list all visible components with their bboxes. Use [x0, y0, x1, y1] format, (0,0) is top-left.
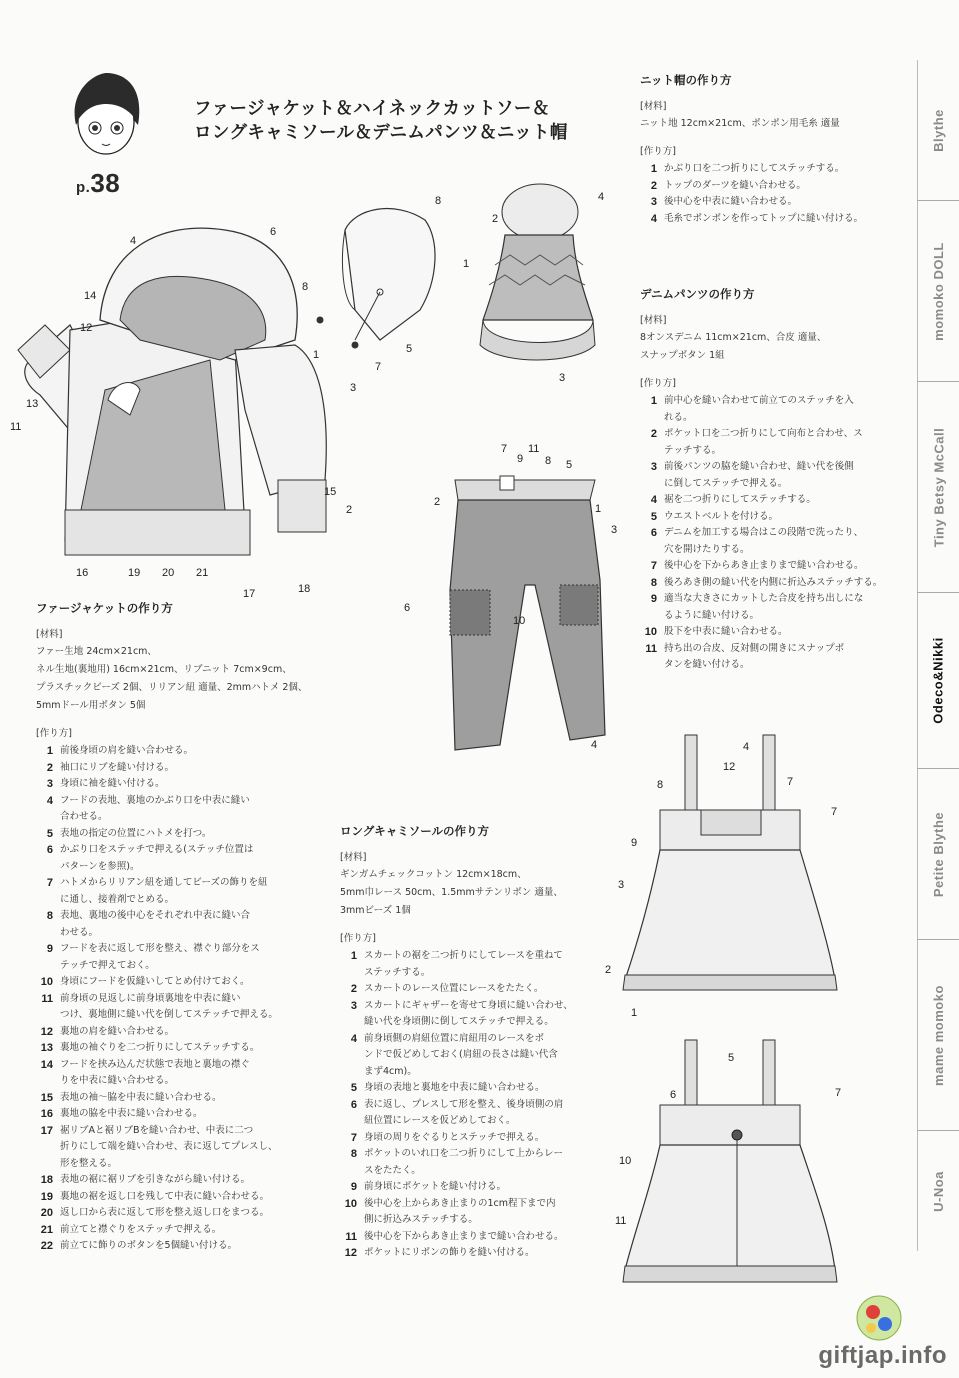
denim-materials-label: [材料] — [640, 315, 667, 326]
step-number: 9 — [46, 943, 53, 955]
tab-tiny-betsy-mccall[interactable] — [917, 382, 959, 592]
step-text: 表地、裏地の後中心をそれぞれ中表に縫い合 わせる。 — [60, 910, 251, 938]
svg-text:6: 6 — [670, 1089, 677, 1101]
svg-text:6: 6 — [270, 226, 277, 238]
step-number: 8 — [46, 910, 53, 922]
step-number: 3 — [650, 196, 657, 208]
material-line: 5mm巾レース 50cm、1.5mmサテンリボン 適量、 — [340, 887, 563, 898]
step-text: 前後パンツの脇を縫い合わせ、縫い代を後側 に倒してステッチで押える。 — [664, 461, 854, 489]
fur-jacket-steps — [36, 743, 326, 1255]
step-text: ハトメからリリアン紐を通してビーズの飾りを紐 に通し、接着剤でとめる。 — [60, 877, 268, 905]
step-text: 後中心を下からあき止まりまで縫い合わせる。 — [664, 560, 864, 571]
camisole-back-illustration — [615, 1040, 840, 1305]
instruction-step — [640, 459, 890, 492]
svg-text:7: 7 — [835, 1087, 842, 1099]
svg-text:16: 16 — [76, 567, 89, 579]
tab-momoko-doll[interactable] — [917, 201, 959, 381]
step-text: 裏地の肩を縫い合わせる。 — [60, 1025, 175, 1037]
step-text: 返し口から表に返して形を整え返し口をまつる。 — [60, 1207, 270, 1218]
step-text: 身頃の表地と裏地を中表に縫い合わせる。 — [364, 1082, 545, 1093]
svg-text:8: 8 — [302, 281, 309, 293]
step-text: 表地の裾に裾リブを引きながら縫い付ける。 — [60, 1174, 251, 1185]
step-number: 7 — [650, 560, 657, 572]
step-number: 17 — [40, 1124, 53, 1137]
camisole-section — [340, 823, 610, 1262]
tab-label: Petite Blythe — [931, 811, 946, 897]
svg-text:8: 8 — [435, 195, 442, 207]
step-number: 16 — [40, 1108, 53, 1120]
svg-text:5: 5 — [728, 1052, 735, 1064]
watermark-site: giftjap.info — [818, 1342, 947, 1369]
step-number: 1 — [350, 950, 357, 962]
tab-label: mame momoko — [931, 984, 946, 1086]
step-number: 4 — [650, 494, 657, 506]
step-text: 身頃の周りをぐるりとステッチで押える。 — [364, 1131, 545, 1143]
instruction-step — [36, 1222, 326, 1239]
step-text: 前身頃にポケットを縫い付ける。 — [364, 1181, 507, 1192]
knit-hat-illustration — [455, 180, 615, 385]
svg-text:12: 12 — [723, 761, 736, 773]
step-text: かぶり口を二つ折りにしてステッチする。 — [664, 163, 845, 174]
step-text: 後中心を上からあき止まりの1cm程下まで内 側に折込みステッチする。 — [364, 1197, 556, 1225]
fur-jacket-materials-label: [材料] — [36, 629, 63, 640]
tab-label: Odeco&Nikki — [931, 637, 947, 724]
knit-hat-section — [640, 72, 890, 227]
step-number: 4 — [350, 1032, 357, 1045]
step-text: スカートにギャザーを寄せて身頃に縫い合わせ、 縫い代を身頃側に倒してステッチで押える。 — [364, 999, 573, 1027]
camisole-materials-label: [材料] — [340, 852, 367, 863]
step-number: 15 — [40, 1091, 53, 1104]
step-number: 20 — [40, 1207, 53, 1219]
material-line: プラスチックビーズ 2個、リリアン紐 適量、2mmハトメ 2個、 — [36, 682, 308, 693]
svg-text:9: 9 — [631, 837, 638, 849]
step-text: 身頃に袖を縫い付ける。 — [60, 778, 165, 789]
page-number — [76, 168, 120, 199]
denim-materials — [640, 329, 890, 365]
svg-text:8: 8 — [657, 779, 664, 791]
svg-text:13: 13 — [26, 398, 39, 410]
svg-text:14: 14 — [84, 290, 97, 302]
svg-text:6: 6 — [404, 602, 411, 614]
svg-text:5: 5 — [406, 343, 413, 355]
step-number: 2 — [46, 761, 53, 774]
step-number: 5 — [350, 1082, 357, 1094]
step-text: 裏地の脇を中表に縫い合わせる。 — [60, 1108, 203, 1119]
svg-text:1: 1 — [595, 503, 602, 515]
svg-text:7: 7 — [831, 806, 838, 818]
step-number: 2 — [650, 428, 657, 440]
step-number: 11 — [41, 992, 53, 1005]
instruction-step — [36, 875, 326, 908]
step-text: フードを挟み込んだ状態で表地と裏地の襟ぐ りを中表に縫い合わせる。 — [60, 1058, 250, 1086]
svg-text:8: 8 — [545, 455, 552, 467]
denim-section — [640, 286, 890, 674]
step-number: 12 — [344, 1247, 357, 1259]
step-text: 後中心を下からあき止まりまで縫い合わせる。 — [364, 1230, 564, 1242]
step-text: 裾を二つ折りにしてステッチする。 — [664, 494, 816, 505]
step-number: 6 — [46, 844, 53, 856]
step-number: 14 — [40, 1058, 53, 1071]
tab-u-noa[interactable] — [917, 1131, 959, 1251]
step-number: 11 — [645, 642, 657, 655]
step-text: スカートの裾を二つ折りにしてレースを重ねて ステッチする。 — [364, 950, 563, 978]
material-line: 3mmビーズ 1個 — [340, 905, 411, 916]
instruction-step — [36, 1189, 326, 1206]
step-text: 身頃にフードを仮縫いしてとめ付けておく。 — [60, 976, 250, 987]
material-line: ニット地 12cm×21cm、ポンポン用毛糸 適量 — [640, 118, 840, 129]
instruction-step — [640, 393, 890, 426]
step-number: 6 — [350, 1098, 357, 1111]
step-text: 袖口にリブを縫い付ける。 — [60, 761, 175, 773]
instruction-step — [36, 1238, 326, 1255]
step-number: 2 — [650, 179, 657, 192]
svg-text:4: 4 — [598, 191, 605, 203]
step-number: 12 — [40, 1025, 53, 1038]
instruction-step — [640, 211, 890, 228]
step-number: 19 — [40, 1190, 53, 1203]
svg-text:21: 21 — [196, 567, 209, 579]
instruction-step — [640, 525, 890, 558]
tab-mame-momoko[interactable] — [917, 940, 959, 1130]
instruction-step — [36, 991, 326, 1024]
diy-club-logo-icon — [837, 1260, 947, 1350]
step-number: 1 — [650, 163, 657, 175]
knit-hat-title: ニット帽の作り方 — [640, 73, 732, 87]
svg-text:3: 3 — [611, 524, 618, 536]
denim-pants-illustration — [400, 440, 625, 750]
svg-text:3: 3 — [350, 382, 357, 394]
material-line: ファー生地 24cm×21cm、 — [36, 646, 157, 657]
step-text: 裏地の裾を返し口を残して中表に縫い合わせる。 — [60, 1190, 270, 1202]
step-number: 3 — [650, 461, 657, 473]
instruction-step — [640, 194, 890, 211]
instruction-step — [36, 941, 326, 974]
step-text: 後ろあき側の縫い代を内側に折込みステッチする。 — [664, 576, 883, 588]
svg-text:10: 10 — [619, 1155, 632, 1167]
step-text: ポケット口を二つ折りにして向布と合わせ、ス テッチする。 — [664, 428, 863, 456]
step-number: 8 — [650, 576, 657, 589]
step-text: 前身頃側の肩紐位置に肩紐用のレースをボ ンドで仮どめしておく(肩紐の長さは縫い代含 まず4cm)。 — [364, 1032, 558, 1077]
svg-text:4: 4 — [591, 739, 598, 751]
instruction-step — [640, 509, 890, 526]
doll-head-icon — [66, 70, 146, 160]
instruction-step — [36, 842, 326, 875]
svg-text:2: 2 — [434, 496, 441, 508]
svg-text:1: 1 — [463, 258, 470, 270]
instruction-step — [36, 1057, 326, 1090]
svg-text:20: 20 — [162, 567, 175, 579]
svg-text:2: 2 — [492, 213, 499, 225]
instruction-step — [340, 948, 610, 981]
step-number: 11 — [345, 1230, 357, 1243]
step-text: 適当な大きさにカットした合皮を持ち出しにな るように縫い付ける。 — [664, 593, 864, 621]
material-line: スナップボタン 1組 — [640, 350, 725, 361]
instruction-step — [36, 1205, 326, 1222]
instruction-step — [640, 641, 890, 674]
step-text: ウエストベルトを付ける。 — [664, 510, 779, 522]
step-text: フードの表地、裏地のかぶり口を中表に縫い 合わせる。 — [60, 794, 250, 822]
svg-text:17: 17 — [243, 588, 256, 600]
step-text: 毛糸でボンボンを作ってトップに縫い付ける。 — [664, 212, 864, 224]
tab-label: Tiny Betsy McCall — [931, 427, 946, 547]
fur-jacket-method-label: [作り方] — [36, 728, 72, 739]
svg-text:11: 11 — [615, 1215, 627, 1227]
page-prefix: p. — [76, 179, 91, 196]
fur-jacket-title: ファージャケットの作り方 — [36, 601, 173, 615]
tab-label: Blythe — [931, 108, 947, 152]
denim-steps — [640, 393, 890, 674]
step-text: かぶり口をステッチで押える(ステッチ位置は パターンを参照)。 — [60, 844, 254, 872]
instruction-step — [36, 1106, 326, 1123]
step-number: 18 — [40, 1174, 53, 1186]
tab-label: momoko DOLL — [931, 241, 947, 341]
instruction-step — [640, 558, 890, 575]
denim-method-label: [作り方] — [640, 378, 676, 389]
svg-text:12: 12 — [80, 322, 93, 334]
svg-text:11: 11 — [10, 421, 22, 433]
svg-text:3: 3 — [559, 372, 566, 384]
instruction-step — [340, 1130, 610, 1147]
instruction-step — [340, 1245, 610, 1262]
svg-text:2: 2 — [346, 504, 353, 516]
hood-illustration — [300, 190, 470, 375]
step-number: 22 — [40, 1240, 53, 1252]
material-line: 5mmドール用ボタン 5個 — [36, 700, 146, 711]
svg-text:5: 5 — [566, 459, 573, 471]
knit-hat-materials-label: [材料] — [640, 101, 667, 112]
instruction-step — [640, 161, 890, 178]
instruction-step — [640, 178, 890, 195]
material-line: ギンガムチェックコットン 12cm×18cm、 — [340, 869, 527, 880]
instruction-step — [36, 1123, 326, 1173]
step-text: 前中心を縫い合わせて前立てのステッチを入 れる。 — [664, 395, 854, 423]
camisole-title: ロングキャミソールの作り方 — [340, 824, 490, 838]
camisole-steps — [340, 948, 610, 1262]
step-text: 股下を中表に縫い合わせる。 — [664, 626, 788, 637]
knit-hat-materials — [640, 115, 890, 133]
step-number: 8 — [350, 1148, 357, 1160]
instruction-step — [340, 1031, 610, 1081]
step-text: ポケットのいれ口を二つ折りにして上からレー スをたたく。 — [364, 1148, 564, 1176]
step-number: 6 — [650, 527, 657, 539]
svg-text:4: 4 — [130, 235, 137, 247]
step-text: トップのダーツを縫い合わせる。 — [664, 179, 806, 191]
step-number: 10 — [344, 1197, 357, 1210]
svg-text:19: 19 — [128, 567, 141, 579]
step-text: 表に返し、プレスして形を整え、後身頃側の肩 紐位置にレースを仮どめしておく。 — [364, 1098, 564, 1126]
denim-title: デニムパンツの作り方 — [640, 287, 755, 301]
instruction-step — [640, 624, 890, 641]
step-text: 前身頃の見返しに前身頃裏地を中表に縫い つけ、裏地側に縫い代を倒してステッチで押える。 — [60, 992, 278, 1020]
instruction-step — [36, 760, 326, 777]
tab-label: U-Noa — [931, 1170, 946, 1212]
step-text: 前立てと襟ぐりをステッチで押える。 — [60, 1223, 222, 1235]
instruction-step — [340, 1146, 610, 1179]
step-number: 10 — [644, 626, 657, 638]
instruction-step — [340, 981, 610, 998]
svg-text:2: 2 — [605, 964, 612, 976]
svg-text:18: 18 — [298, 583, 311, 595]
instruction-step — [36, 908, 326, 941]
step-text: デニムを加工する場合はこの段階で洗ったり、 穴を開けたりする。 — [664, 527, 864, 555]
step-number: 1 — [650, 395, 657, 407]
instruction-step — [36, 826, 326, 843]
step-text: 持ち出の合皮、反対側の開きにスナップボ タンを縫い付ける。 — [664, 642, 845, 670]
step-text: 表地の袖〜脇を中表に縫い合わせる。 — [60, 1091, 222, 1103]
page-title-line1: ファージャケット＆ハイネックカットソー＆ — [194, 99, 550, 119]
svg-text:3: 3 — [618, 879, 625, 891]
instruction-step — [36, 974, 326, 991]
svg-text:11: 11 — [528, 443, 540, 455]
step-number: 10 — [40, 976, 53, 988]
instruction-step — [36, 743, 326, 760]
tab-petite-blythe[interactable] — [917, 769, 959, 939]
instruction-step — [36, 1024, 326, 1041]
svg-text:7: 7 — [787, 776, 794, 788]
knit-hat-steps — [640, 161, 890, 227]
instruction-step — [36, 793, 326, 826]
fur-jacket-section — [36, 600, 326, 1255]
step-number: 4 — [46, 794, 53, 807]
step-text: 裏地の袖ぐりを二つ折りにしてステッチする。 — [60, 1042, 260, 1053]
svg-text:7: 7 — [501, 443, 508, 455]
instruction-step — [640, 426, 890, 459]
step-text: 裾リブAと裾リブBを縫い合わせ、中表に二つ 折りにして端を縫い合わせ、表に返してプレスし、 形を整える。 — [60, 1124, 278, 1169]
step-text: 表地の指定の位置にハトメを打つ。 — [60, 827, 212, 839]
material-line: 8オンスデニム 11cm×21cm、合皮 適量、 — [640, 332, 827, 343]
step-number: 7 — [46, 877, 53, 889]
camisole-method-label: [作り方] — [340, 933, 376, 944]
instruction-step — [340, 998, 610, 1031]
step-number: 21 — [40, 1223, 53, 1236]
instruction-step — [36, 1090, 326, 1107]
instruction-step — [640, 591, 890, 624]
camisole-materials — [340, 866, 610, 920]
svg-text:1: 1 — [313, 349, 320, 361]
svg-text:9: 9 — [517, 453, 524, 465]
instruction-step — [340, 1196, 610, 1229]
page-number-value: 38 — [90, 168, 121, 198]
svg-text:7: 7 — [375, 361, 382, 373]
instruction-step — [640, 492, 890, 509]
svg-text:4: 4 — [743, 741, 750, 753]
instruction-step — [36, 776, 326, 793]
step-number: 13 — [40, 1042, 53, 1054]
instruction-step — [340, 1080, 610, 1097]
step-text: フードを表に返して形を整え、襟ぐり部分をス テッチで押えておく。 — [60, 943, 260, 971]
svg-text:15: 15 — [324, 486, 337, 498]
step-number: 2 — [350, 983, 357, 995]
page-title-line2: ロングキャミソール＆デニムパンツ＆ニット帽 — [194, 123, 568, 143]
svg-text:10: 10 — [513, 615, 526, 627]
step-number: 1 — [46, 745, 53, 757]
step-text: 後中心を中表に縫い合わせる。 — [664, 196, 798, 207]
step-text: ポケットにリボンの飾りを縫い付ける。 — [364, 1247, 535, 1258]
instruction-step — [640, 575, 890, 592]
step-text: 前後身頃の肩を縫い合わせる。 — [60, 745, 194, 756]
step-number: 9 — [650, 593, 657, 605]
instruction-step — [36, 1172, 326, 1189]
step-text: スカートのレース位置にレースをたたく。 — [364, 983, 544, 994]
instruction-step — [36, 1040, 326, 1057]
material-line: ネル生地(裏地用) 16cm×21cm、リブニット 7cm×9cm、 — [36, 664, 292, 675]
step-number: 5 — [650, 510, 657, 523]
step-number: 7 — [350, 1131, 357, 1144]
step-number: 3 — [350, 999, 357, 1012]
step-number: 9 — [350, 1181, 357, 1193]
knit-hat-method-label: [作り方] — [640, 146, 676, 157]
svg-text:1: 1 — [631, 1007, 638, 1019]
instruction-step — [340, 1179, 610, 1196]
instruction-step — [340, 1229, 610, 1246]
step-text: 前立てに飾りのボタンを5個縫い付ける。 — [60, 1240, 238, 1251]
step-number: 5 — [46, 827, 53, 840]
instruction-step — [340, 1097, 610, 1130]
tab-blythe[interactable] — [917, 60, 959, 200]
fur-jacket-materials — [36, 643, 326, 715]
side-tab-nav — [917, 60, 959, 1360]
camisole-front-illustration — [605, 720, 840, 1020]
tab-odeco-nikki[interactable] — [917, 593, 959, 768]
step-number: 3 — [46, 778, 53, 790]
step-number: 4 — [650, 212, 657, 225]
